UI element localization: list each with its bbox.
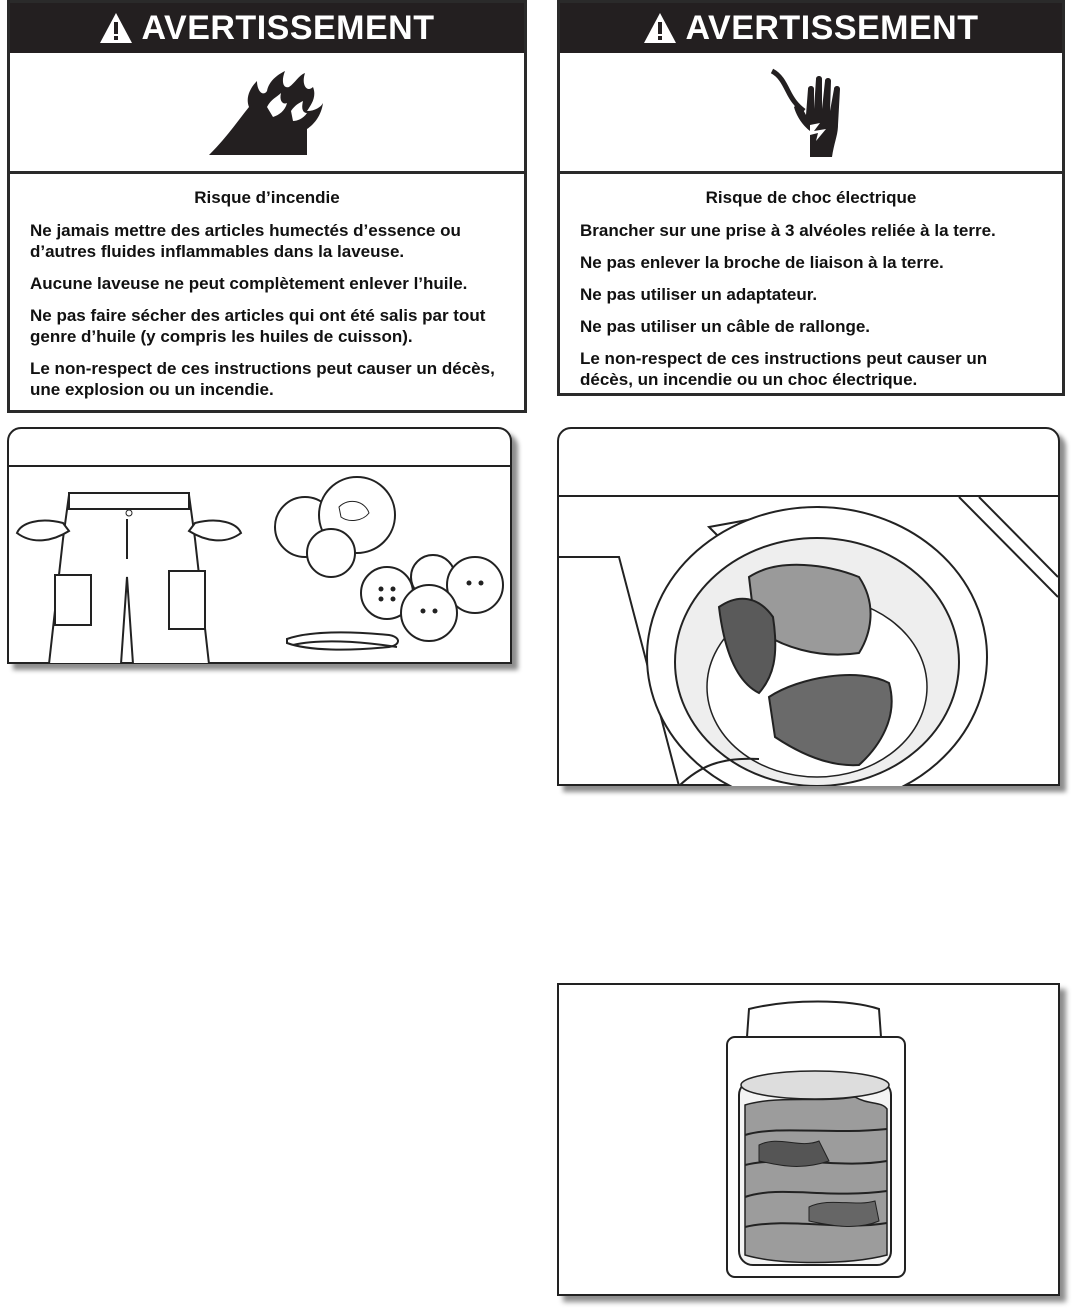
drum-illustration [557,427,1060,786]
electric-warning-panel [557,0,1065,396]
washer-drum-icon [559,497,1058,786]
warning-line: Ne pas utiliser un câble de rallonge. [580,317,871,336]
warning-body [560,174,1062,409]
electric-shock-icon [766,65,856,160]
warning-title: Risque d’incendie [194,188,340,207]
illustration-tab [559,429,1058,497]
fire-icon [207,67,327,157]
warning-line: Aucune laveuse ne peut complètement enlever l’huile. [30,274,468,293]
pants-coins-buttons-icon [9,467,510,664]
warning-header-text: AVERTISSEMENT [685,8,979,47]
warning-line: Ne pas faire sécher des articles qui ont été salis par tout genre d’huile (y compris les huiles de cuisson). [30,306,486,346]
pockets-illustration [7,427,512,664]
load-illustration [557,983,1060,1296]
warning-header [560,3,1062,53]
warning-line: Ne pas utiliser un adaptateur. [580,285,818,304]
warning-triangle-icon [99,12,133,44]
shock-icon-row [560,53,1062,174]
warning-header [10,3,524,53]
warning-line: Ne pas enlever la broche de liaison à la terre. [580,253,944,272]
warning-line: Ne jamais mettre des articles humectés d’essence ou d’autres fluides inflammables dans la laveuse. [30,221,461,261]
fire-warning-panel [7,0,527,413]
warning-line: Le non-respect de ces instructions peut causer un décès, une explosion ou un incendie. [30,359,495,399]
warning-line: Brancher sur une prise à 3 alvéoles reliée à la terre. [580,221,996,240]
warning-header-text: AVERTISSEMENT [141,8,435,47]
illustration-tab [9,429,510,467]
warning-body [10,174,524,419]
washer-full-load-icon [559,985,1058,1294]
warning-line: Le non-respect de ces instructions peut causer un décès, un incendie ou un choc électrique. [580,349,988,389]
fire-icon-row [10,53,524,174]
warning-triangle-icon [643,12,677,44]
warning-title: Risque de choc électrique [705,188,917,207]
